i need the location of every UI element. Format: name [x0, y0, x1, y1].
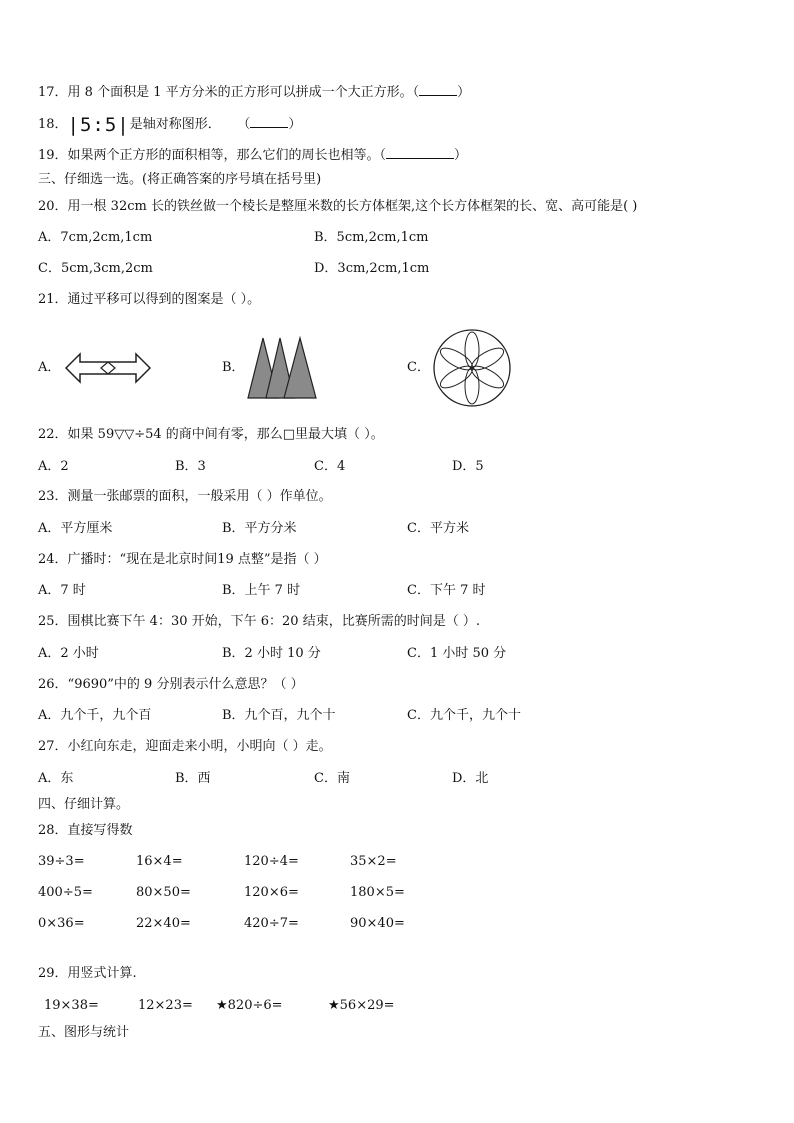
question-19-text: 19．如果两个正方形的面积相等，那么它们的周长也相等。（ — [38, 148, 387, 163]
option-c[interactable]: C．4 — [314, 459, 346, 474]
question-22-text: 22．如果 59▽▽÷54 的商中间有零，那么□里最大填（ ）。 — [38, 427, 384, 442]
question-21-text: 21．通过平移可以得到的图案是（ ）。 — [38, 292, 261, 307]
calc-item: 39÷3= — [38, 854, 85, 869]
option-c[interactable]: C．南 — [314, 771, 350, 786]
section-5-heading: 五、图形与统计 — [38, 1025, 130, 1040]
option-d[interactable]: D．3cm,2cm,1cm — [314, 261, 430, 276]
calc-item: 120÷4= — [244, 854, 299, 869]
question-23-text: 23．测量一张邮票的面积，一般采用（ ）作单位。 — [38, 489, 332, 504]
question-17-text: 17．用 8 个面积是 1 平方分米的正方形可以拼成一个大正方形。（ — [38, 85, 420, 100]
option-b[interactable]: B．5cm,2cm,1cm — [314, 230, 429, 245]
option-b[interactable]: B．平方分米 — [222, 521, 297, 536]
option-a[interactable]: A．2 — [38, 459, 69, 474]
option-b[interactable]: B．西 — [175, 771, 211, 786]
option-c[interactable]: C．下午 7 时 — [407, 583, 486, 598]
option-c[interactable]: C．5cm,3cm,2cm — [38, 261, 153, 276]
option-a[interactable]: A． — [38, 360, 61, 375]
answer-blank[interactable] — [386, 146, 454, 159]
question-27-text: 27．小红向东走，迎面走来小明，小明向（ ）走。 — [38, 739, 332, 754]
calc-item: 400÷5= — [38, 885, 93, 900]
question-29-text: 29．用竖式计算. — [38, 966, 137, 981]
option-b[interactable]: B．九个百，九个十 — [222, 708, 336, 723]
calc-item: 19×38= — [44, 998, 99, 1013]
close-paren: ） — [457, 85, 471, 100]
calc-item: 16×4= — [136, 854, 183, 869]
calc-item: ★820÷6= — [216, 998, 283, 1013]
option-b[interactable]: B． — [222, 360, 245, 375]
question-18-text: 是轴对称图形． — [129, 117, 221, 132]
question-18-number: 18． — [38, 117, 68, 132]
close-paren: ） — [288, 117, 302, 132]
calc-item: 12×23= — [138, 998, 193, 1013]
triangles-figure — [246, 334, 320, 400]
question-26-text: 26．“9690”中的 9 分别表示什么意思？（ ） — [38, 677, 304, 692]
answer-blank[interactable] — [419, 83, 457, 96]
question-18 — [38, 114, 302, 136]
double-arrow-figure — [64, 351, 152, 385]
section-3-heading: 三、仔细选一选。(将正确答案的序号填在括号里) — [38, 172, 322, 187]
open-paren: （ — [237, 117, 251, 132]
question-19 — [38, 146, 467, 164]
question-17 — [38, 83, 470, 101]
option-b[interactable]: B．3 — [175, 459, 206, 474]
calc-item: ★56×29= — [328, 998, 395, 1013]
calc-item: 22×40= — [136, 916, 191, 931]
question-24-text: 24．广播时：“现在是北京时间19 点整”是指（ ） — [38, 552, 327, 567]
option-a[interactable]: A．7 时 — [38, 583, 86, 598]
option-b[interactable]: B．2 小时 10 分 — [222, 646, 321, 661]
calc-item: 90×40= — [350, 916, 405, 931]
calc-item: 120×6= — [244, 885, 299, 900]
calc-item: 35×2= — [350, 854, 397, 869]
question-25-text: 25．围棋比赛下午 4：30 开始，下午 6：20 结束，比赛所需的时间是（ ）. — [38, 614, 480, 629]
calc-item: 0×36= — [38, 916, 85, 931]
option-d[interactable]: D．5 — [452, 459, 484, 474]
option-c[interactable]: C． — [407, 360, 430, 375]
flower-circle-figure — [432, 328, 512, 408]
answer-blank[interactable] — [250, 115, 288, 128]
question-20-text: 20．用一根 32cm 长的铁丝做一个棱长是整厘米数的长方体框架,这个长方体框架的长、宽、高可能是( ) — [38, 199, 638, 214]
option-a[interactable]: A．东 — [38, 771, 74, 786]
calc-item: 80×50= — [136, 885, 191, 900]
calc-item: 420÷7= — [244, 916, 299, 931]
digital-display-figure: |5:5| — [67, 114, 130, 136]
option-b[interactable]: B．上午 7 时 — [222, 583, 301, 598]
option-c[interactable]: C．1 小时 50 分 — [407, 646, 507, 661]
option-c[interactable]: C．平方米 — [407, 521, 469, 536]
option-a[interactable]: A．九个千，九个百 — [38, 708, 152, 723]
option-d[interactable]: D．北 — [452, 771, 489, 786]
calc-item: 180×5= — [350, 885, 405, 900]
option-a[interactable]: A．7cm,2cm,1cm — [38, 230, 153, 245]
option-a[interactable]: A．平方厘米 — [38, 521, 113, 536]
section-4-heading: 四、仔细计算。 — [38, 797, 130, 812]
question-28-text: 28．直接写得数 — [38, 823, 133, 838]
option-c[interactable]: C．九个千，九个十 — [407, 708, 521, 723]
close-paren: ） — [454, 148, 468, 163]
option-a[interactable]: A．2 小时 — [38, 646, 99, 661]
